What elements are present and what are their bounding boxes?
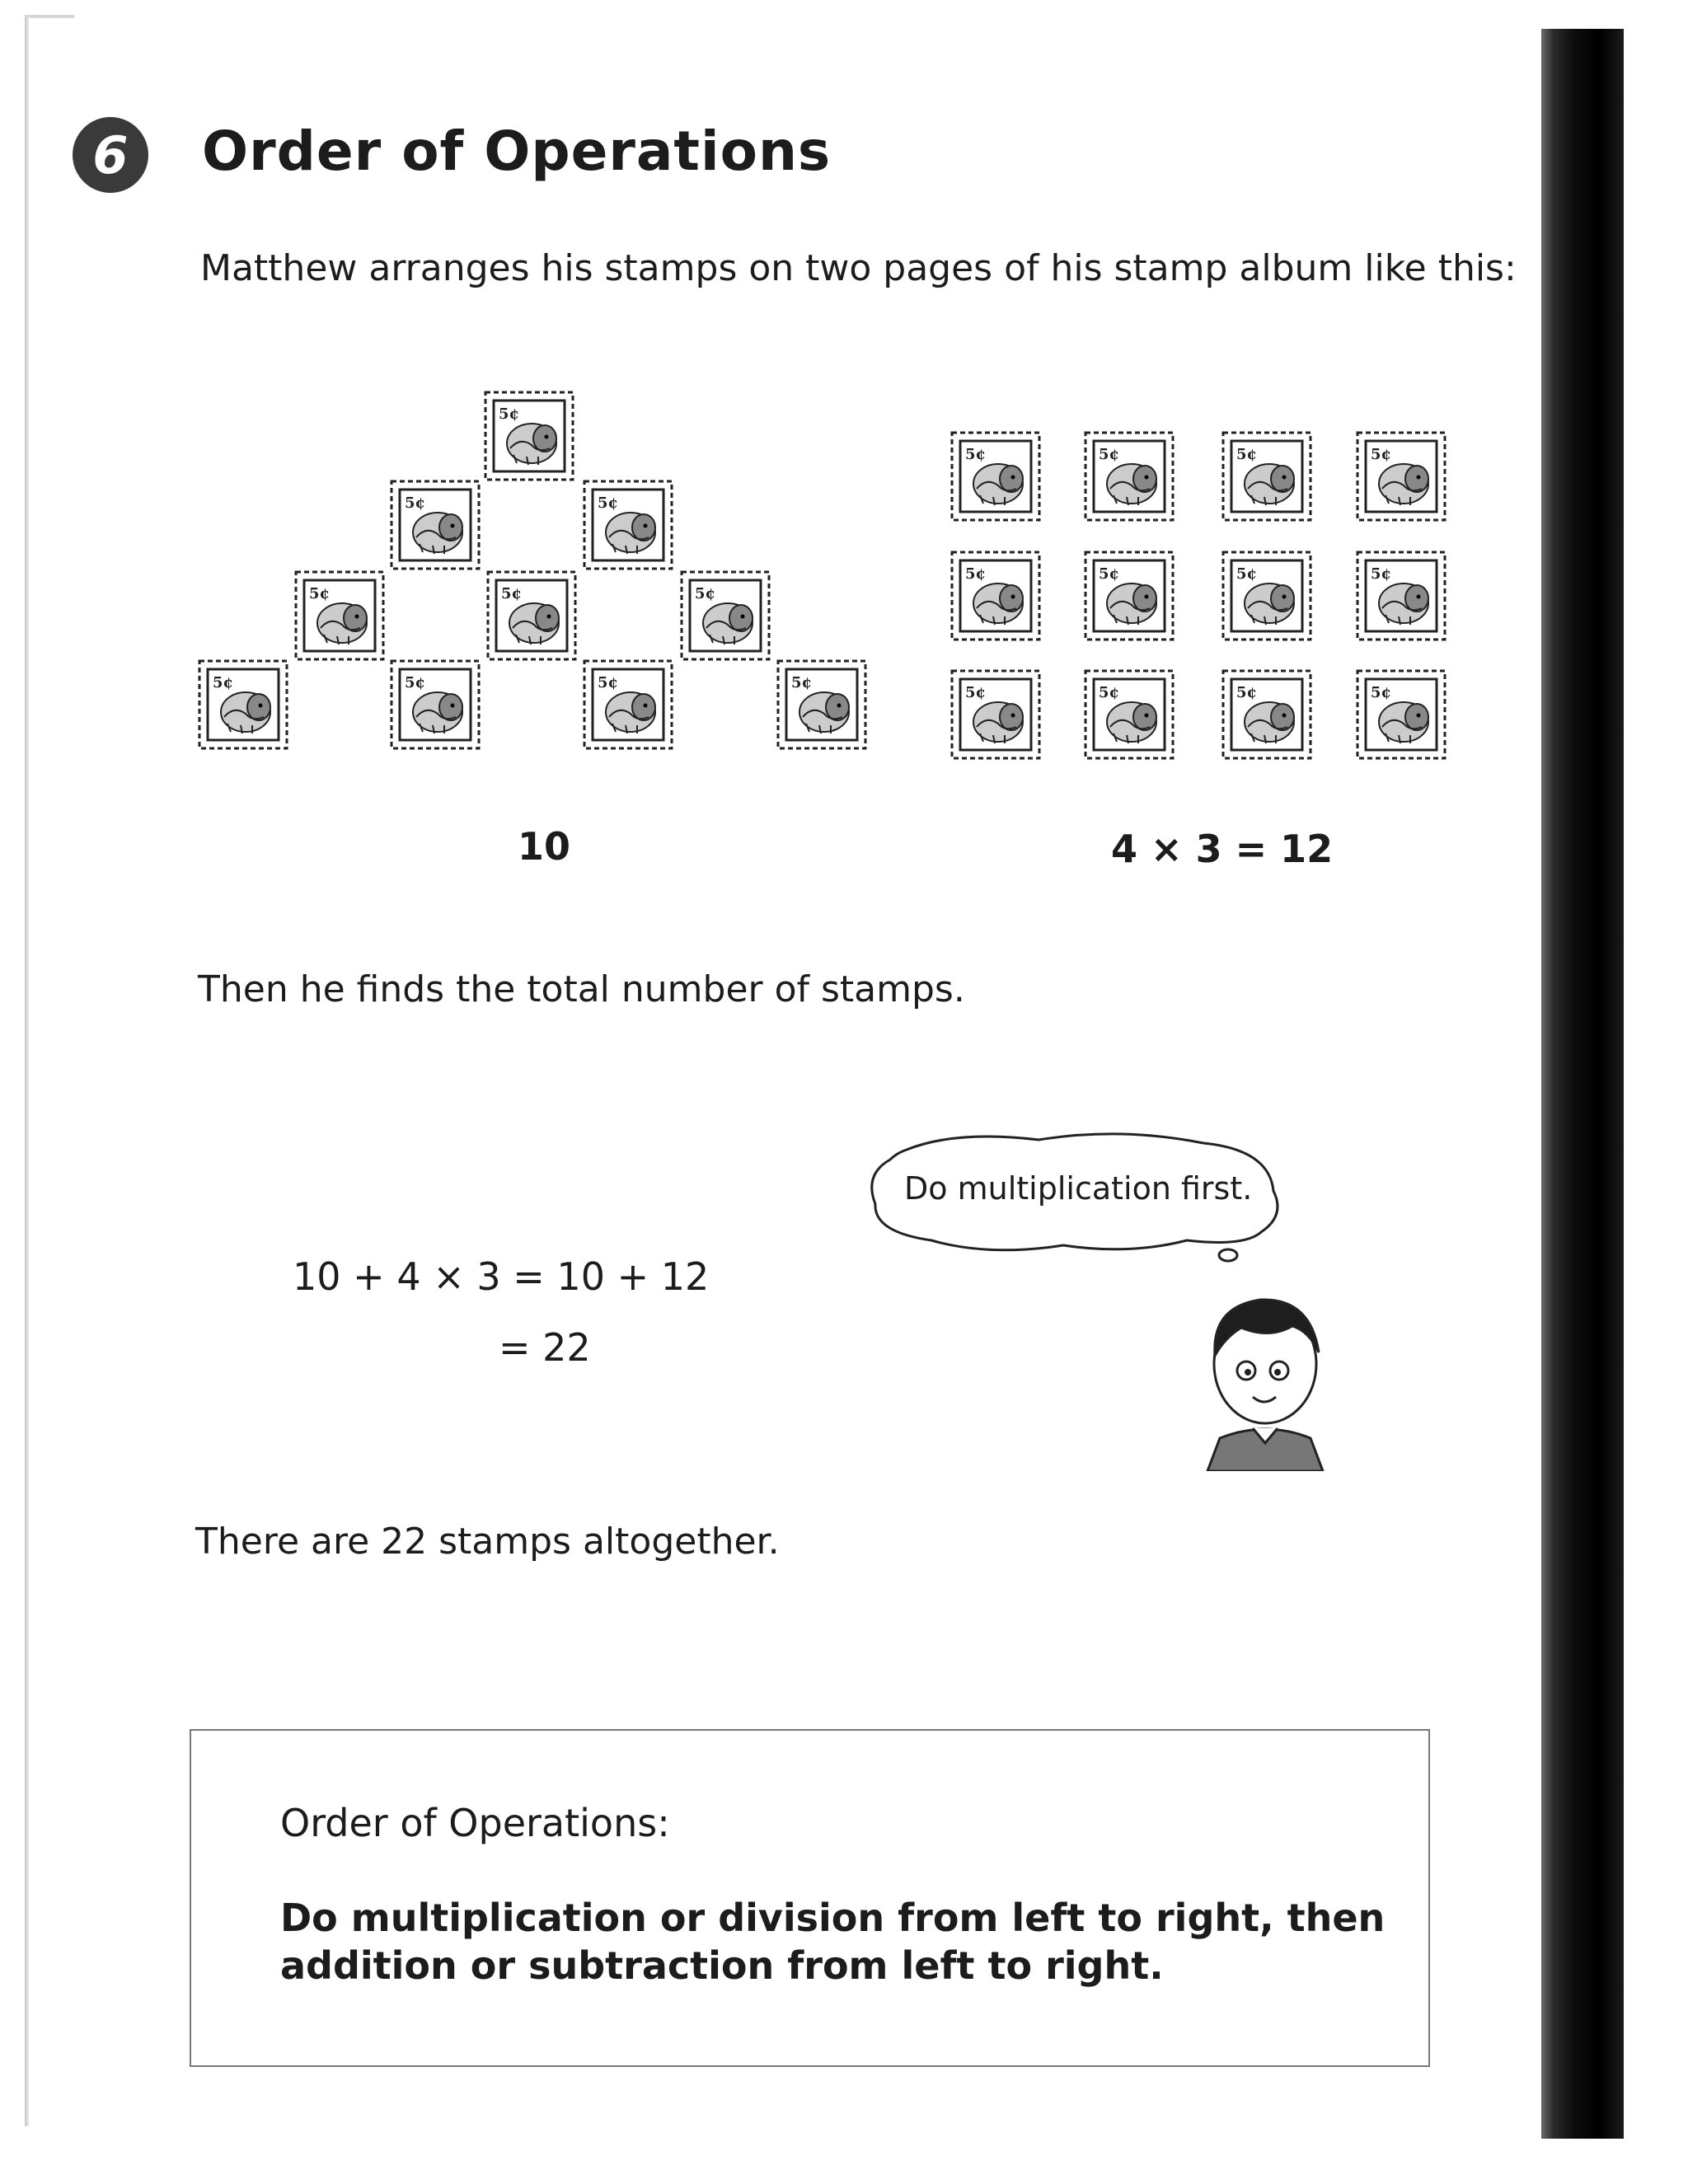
stamp-icon: [1084, 551, 1175, 641]
intro-text: Matthew arranges his stamps on two pages of his stamp album like this:: [200, 247, 1517, 289]
book-binding-shadow: [1541, 29, 1624, 2139]
right-page-caption: 4 × 3 = 12: [1111, 827, 1334, 871]
stamp-icon: [1084, 669, 1175, 760]
section-number-badge: [73, 117, 148, 193]
stamp-icon: [1356, 551, 1447, 641]
conclusion-text: There are 22 stamps altogether.: [195, 1521, 780, 1563]
stamp-icon: [1356, 669, 1447, 760]
rule-body: [280, 1894, 1385, 1990]
stamp-icon: [583, 480, 673, 570]
page-edge-left: [25, 16, 29, 2126]
boy-character-icon: [1187, 1273, 1343, 1471]
stamp-icon: [680, 570, 771, 661]
stamp-icon: [390, 659, 481, 750]
stamp-icon: [390, 480, 481, 570]
left-page-caption: 10: [518, 824, 571, 869]
page-edge-top: [25, 15, 74, 18]
stamp-icon: [950, 431, 1041, 522]
page-title: Order of Operations: [202, 120, 832, 183]
stamp-icon: [1356, 431, 1447, 522]
stamp-icon: [776, 659, 867, 750]
stamp-icon: [583, 659, 673, 750]
stamp-icon: [1084, 431, 1175, 522]
stamp-icon: [294, 570, 385, 661]
stamp-icon: [950, 551, 1041, 641]
stamp-icon: [486, 570, 577, 661]
rule-line-1: Do multiplication or division from left to right, then: [280, 1896, 1386, 1940]
stamp-icon: [1221, 551, 1312, 641]
thought-bubble-text: Do multiplication first.: [904, 1170, 1253, 1207]
stamp-icon: [484, 391, 574, 481]
then-text: Then he finds the total number of stamps.: [198, 968, 965, 1010]
stamp-icon: [198, 659, 288, 750]
section-number: 6: [92, 124, 129, 185]
stamp-icon: [1221, 669, 1312, 760]
rule-heading: Order of Operations:: [280, 1801, 670, 1845]
equation-line-1: 10 + 4 × 3 = 10 + 12: [293, 1254, 710, 1299]
stamp-icon: [1221, 431, 1312, 522]
equation-line-2: = 22: [499, 1325, 591, 1370]
rule-line-2: addition or subtraction from left to right.: [280, 1943, 1164, 1988]
stamp-icon: [950, 669, 1041, 760]
